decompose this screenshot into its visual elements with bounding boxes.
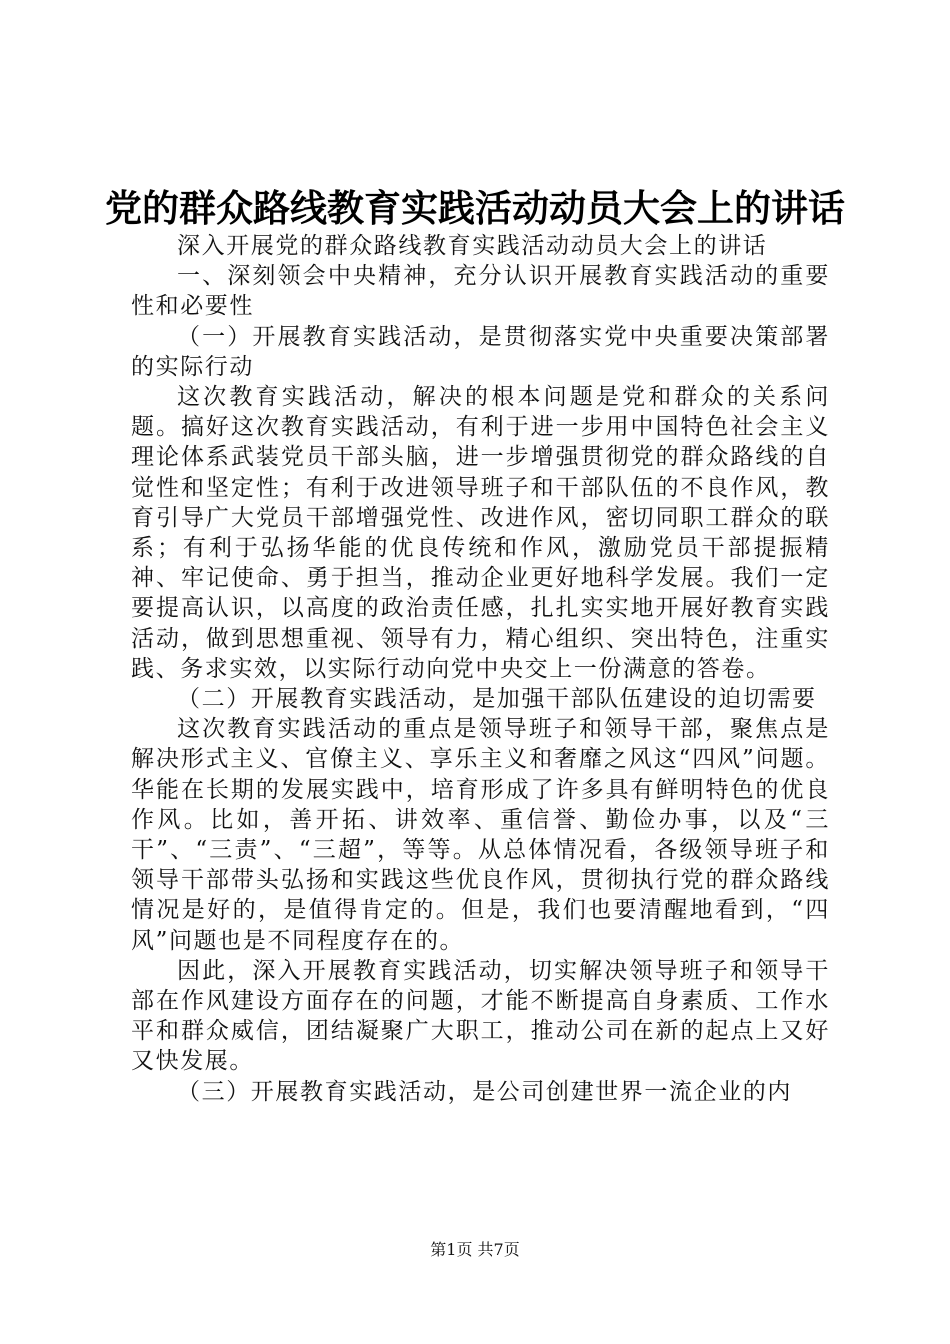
body-paragraph: 因此，深入开展教育实践活动，切实解决领导班子和领导干部在作风建设方面存在的问题，才能不断提高自身素质、工作水平和群众威信，团结凝聚广大职工，推动公司在新的起点上又好又快发展。 — [131, 957, 830, 1075]
body-paragraph: 这次教育实践活动的重点是领导班子和领导干部，聚焦点是解决形式主义、官僚主义、享乐主义和奢靡之风这“四风”问题。华能在长期的发展实践中，培育形成了许多具有鲜明特色的优良作风。比如，善开拓、讲效率、重信誉、勤俭办事，以及“三干”、“三责”、“三超”，等等。从总体情况看，各级领导班子和领导干部带头弘扬和实践这些优良作风，贯彻执行党的群众路线情况是好的，是值得肯定的。但是，我们也要清醒地看到，“四风”问题也是不同程度存在的。 — [131, 716, 830, 954]
body-paragraph: 这次教育实践活动，解决的根本问题是党和群众的关系问题。搞好这次教育实践活动，有利于进一步用中国特色社会主义理论体系武装党员干部头脑，进一步增强贯彻党的群众路线的自觉性和坚定性；有利于改进领导班子和干部队伍的不良作风，教育引导广大党员干部增强党性、改进作风，密切同职工群众的联系；有利于弘扬华能的优良传统和作风，激励党员干部提振精神、牢记使命、勇于担当，推动企业更好地科学发展。我们一定要提高认识，以高度的政治责任感，扎扎实实地开展好教育实践活动，做到思想重视、领导有力，精心组织、突出特色，注重实践、务求实效，以实际行动向党中央交上一份满意的答卷。 — [131, 384, 830, 682]
subtitle-paragraph: 深入开展党的群众路线教育实践活动动员大会上的讲话 — [177, 233, 768, 259]
document-title: 党的群众路线教育实践活动动员大会上的讲话 — [105, 187, 845, 230]
page-footer: 第1页 共7页 — [430, 1240, 520, 1259]
subsection-heading-1: （一）开展教育实践活动，是贯彻落实党中央重要决策部署的实际行动 — [131, 323, 830, 380]
document-body — [131, 231, 830, 1107]
subsection-heading-3: （三）开展教育实践活动，是公司创建世界一流企业的内 — [177, 1078, 792, 1105]
section-heading-1: 一、深刻领会中央精神，充分认识开展教育实践活动的重要性和必要性 — [131, 263, 830, 320]
subsection-heading-2: （二）开展教育实践活动，是加强干部队伍建设的迫切需要 — [177, 686, 817, 713]
